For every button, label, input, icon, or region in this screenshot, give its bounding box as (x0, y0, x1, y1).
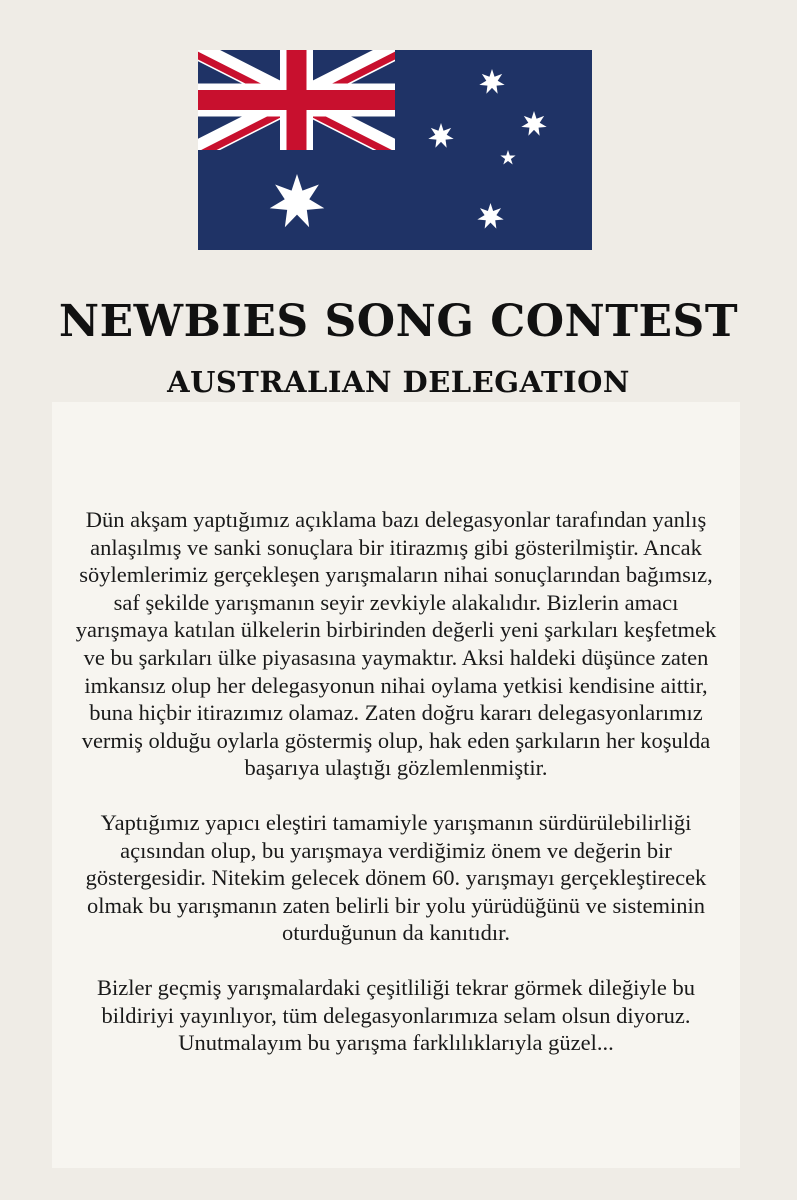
statement-paragraph-2: Yaptığımız yapıcı eleştiri tamamiyle yarışmanın sürdürülebilirliği açısından olup, bu yarışmaya verdiğimiz önem ve değerin bir göstergesidir. Nitekim gelecek dönem 60. yarışmayı gerçekleştirecek olmak bu yarışmanın zaten belirli bir yolu yürüdüğünü ve sisteminin oturduğunun da kanıtıdır. (85, 809, 707, 946)
contest-title: NEWBIES SONG CONTEST (58, 296, 739, 347)
statement-paragraph-3: Bizler geçmiş yarışmalardaki çeşitliliği tekrar görmek dileğiyle bu bildiriyi yayınlıyor, tüm delegasyonlarımıza selam olsun diyoruz. Unutmalayım bu yarışma farklılıklarıyla güzel... (97, 974, 695, 1056)
australian-flag-icon (198, 50, 592, 250)
statement-panel (52, 402, 740, 1168)
delegation-subtitle: AUSTRALIAN DELEGATION (167, 365, 630, 399)
statement-paragraph-1: Dün akşam yaptığımız açıklama bazı delegasyonlar tarafından yanlış anlaşılmış ve sanki sonuçlara bir itirazmış gibi gösterilmiştir. Ancak söylemlerimiz gerçekleşen yarışmaların nihai sonuçlarından bağımsız, saf şekilde yarışmanın seyir zevkiyle alakalıdır. Bizlerin amacı yarışmaya katılan ülkelerin birbirinden değerli yeni şarkıları keşfetmek ve bu şarkıları ülke piyasasına yaymaktır. Aksi haldeki düşünce zaten imkansız olup her delegasyonun nihai oylama yetkisi kendisine aittir, buna hiçbir itirazımız olamaz. Zaten doğru kararı delegasyonlarımız vermiş olduğu oylarla göstermiş olup, hak eden şarkıların her koşulda başarıya ulaştığı gözlemlenmiştir. (75, 507, 717, 781)
union-jack-canton (198, 50, 398, 154)
